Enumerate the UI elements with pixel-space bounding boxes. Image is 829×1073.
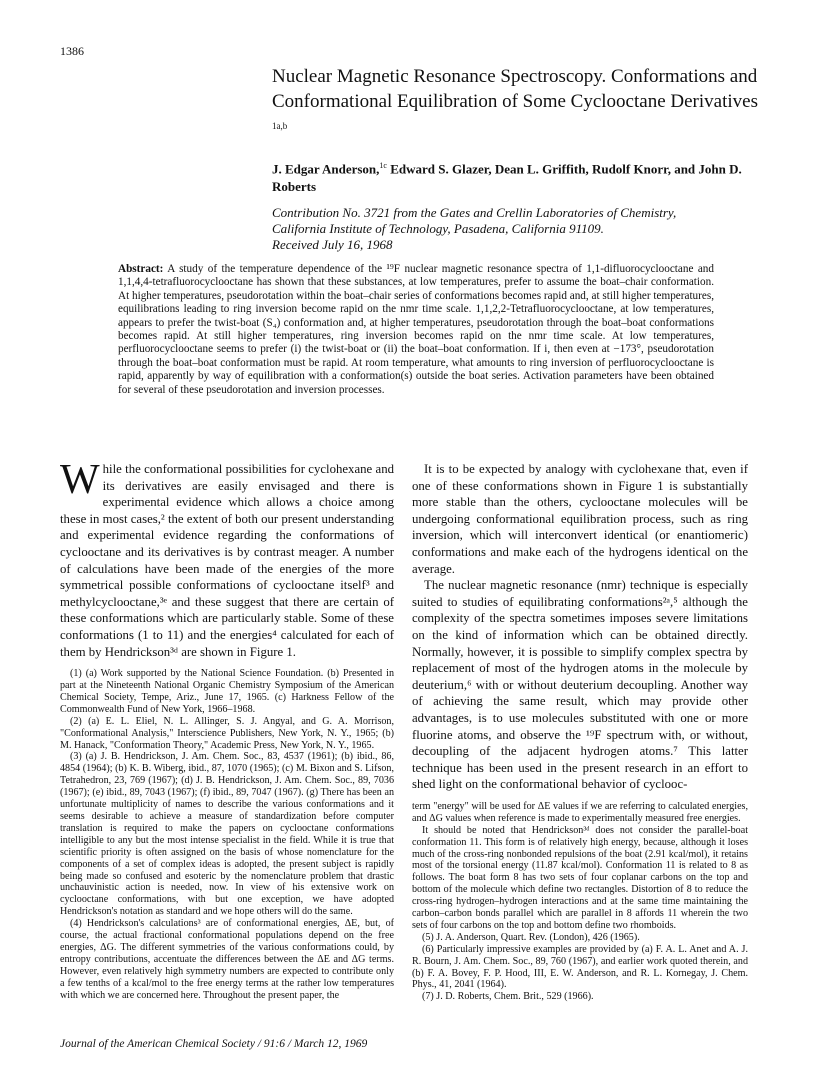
footnote: (5) J. A. Anderson, Quart. Rev. (London), 426 (1965). [422, 931, 640, 943]
left-body: While the conformational possibilities for cyclohexane and its derivatives are easily envisaged and there is experimental evidence which allows a choice among these in most cases,² the extent of both our present understanding and experimental evidence regarding the conformations of cyclooctane and its derivatives is by contrast meager. A number of calculations have been made of the energies of the more symmetrical possible conformations of cyclooctane itself³ and methylcyclooctane,³ᵉ and these suggest that there are certain of these conformations which are particularly stable. Some of these conformations (1 to 11) and the energies⁴ calculated for each of them by Hendrickson³ᵈ are shown in Figure 1. [60, 457, 394, 659]
footnotes-left [60, 668, 394, 1001]
right-column [412, 461, 748, 1003]
footnote-continuation: term "energy" will be used for ΔE values if we are referring to calculated energies, and ΔG values when reference is made to experimentally measured free energies. [412, 800, 748, 824]
journal-footer: Journal of the American Chemical Society / 91:6 / March 12, 1969 [60, 1038, 368, 1050]
affiliation: Contribution No. 3721 from the Gates and Crellin Laboratories of Chemistry, California Institute of Technology, Pasadena, California 91109. Received July 16, 1968 [272, 205, 772, 253]
received-date: Received July 16, 1968 [272, 236, 393, 252]
article-title: Nuclear Magnetic Resonance Spectroscopy. Conformations and Conformational Equilibration of Some Cyclooctane Derivatives $^{1a,b}$ [272, 66, 758, 131]
title-block [272, 64, 772, 253]
footnote: It should be noted that Hendrickson³ᵈ does not consider the parallel-boat conformation 11. This form is of relatively high energy, because, although it loses much of the cross-ring nonbonded repulsions of the boat (2.91 kcal/mol), it retains most of the torsional energy (11.87 kcal/mol). Conformation 11 is related to 8 as follows. The boat form 8 has two sets of four coplanar carbons on the top and bottom of the molecule which define two rectangles. Distortion of 8 to reduce the cross-ring hydrogen–hydrogen interactions and at the same time maintaining the carbon–carbon bonds parallel which are parallel in 8 affords 11 wherein the two sets of four carbons on the top and bottom define two rhomboids. [412, 824, 748, 931]
abstract-text: A study of the temperature dependence of the ¹⁹F nuclear magnetic resonance spectra of 1,1-difluorocyclooctane and 1,1,4,4-tetrafluorocyclooctane has shown that these substances, at low temperatures, prefer to assume the boat–chair conformation. At higher temperatures, pseudorotation within the boat–chair series of conformations becomes rapid and, at still higher temperatures, equilibrations leading to ring inversion become rapid on the nmr time scale. 1,1,2,2-Tetrafluorocyclooctane, at low temperatures, appears to prefer the twist-boat (S₄) conformation and, at higher temperatures, pseudorotation through the boat–boat conformations becomes rapid. At still higher temperatures, ring inversion becomes rapid on the nmr time scale. At low temperatures, perfluorocyclooctane seems to prefer (i) the twist-boat or (ii) the boat–boat conformation. If i, then even at −173°, pseudorotation through the boat–boat conformation must be rapid. At room temperature, what amounts to ring inversion of perfluorocyclooctane is rapid, apparently by way of equilibration with a conformation(s) outside the boat series. Activation parameters have been obtained for several of these pseudorotation and inversion processes. [118, 263, 714, 396]
left-column [60, 457, 394, 1002]
footnote: (2) (a) E. L. Eliel, N. L. Allinger, S. J. Angyal, and G. A. Morrison, "Conformational Analysis," Interscience Publishers, New York, N. Y., 1965; (b) M. Hanack, "Conformation Theory," Academic Press, New York, N. Y., 1965. [60, 715, 394, 751]
drop-cap: W [60, 457, 100, 503]
footnote: (4) Hendrickson's calculations³ are of conformational energies, ΔE, but, of course, the actual fractional conformational populations depend on the free energies, ΔG. The different symmetries of the various conformations could, by entropy contributions, accentuate the differences between the ΔE and ΔG terms. However, even relatively high symmetry numbers are expected to contribute only a few tenths of a kcal/mol to the free energy terms at the rather low temperatures with which we are concerned here. Throughout the present paper, the [60, 918, 394, 1001]
footnote: (6) Particularly impressive examples are provided by (a) F. A. L. Anet and A. J. R. Bourn, J. Am. Chem. Soc., 89, 760 (1967), and earlier work quoted therein, and (b) F. A. Bovey, F. P. Hood, III, E. W. Anderson, and R. L. Kornegay, J. Chem. Phys., 41, 2041 (1964). [412, 943, 748, 991]
right-body [412, 461, 748, 793]
footnote: (3) (a) J. B. Hendrickson, J. Am. Chem. Soc., 83, 4537 (1961); (b) ibid., 86, 4854 (1964); (b) K. B. Wiberg, ibid., 87, 1070 (1965); (c) M. Bixon and S. Lifson, Tetrahedron, 23, 769 (1967); (d) J. B. Hendrickson, J. Am. Chem. Soc., 89, 7036 (1967); (e) ibid., 89, 7043 (1967); (f) ibid., 89, 7047 (1967). (g) There has been an unfortunate multiplicity of names to describe the various conformations and it seems desirable to achieve a measure of standardization before computer translation is required to make the papers on cyclooctane conformations intelligible to any but the most intense specialist in the field. While it is true that scientific priority is often assigned on the basis of whose nomenclature for the components of a set of complex ideas is adopted, the present subject is rapidly being made so confused and esoteric by the nomenclature problem that drastic unchauvinistic action is needed, now. In view of his extensive work on cyclooctane conformations, with but one exception, we have adopted Hendrickson's notation as standard and we hope others will do the same. [60, 751, 394, 918]
footnote: (1) (a) Work supported by the National Science Foundation. (b) Presented in part at the Nineteenth National Organic Chemistry Symposium of the American Chemical Society, Tempe, Ariz., June 17, 1965. (c) Harkness Fellow of the Commonwealth Fund of New York, 1966–1968. [60, 668, 394, 715]
paragraph: The nuclear magnetic resonance (nmr) technique is especially suited to studies of equilibrating conformations²ᵃ,⁵ although the complexity of the spectra sometimes imposes severe limitations on the kind of information which can be obtained directly. Normally, however, it is possible to simplify complex spectra by replacement of most of the hydrogen atoms in the molecule by deuterium,⁶ with or without deuterium decoupling. Another way of achieving the same result, which may provide other advantages, is to use molecules substituted with one or more fluorine atoms, and observe the ¹⁹F spectrum with, or without, decoupling of the adjacent hydrogen atoms.⁷ This latter technique has been used in the present research in an effort to shed light on the conformational behavior of cyclooc- [412, 578, 748, 792]
footnotes-right [412, 801, 748, 1003]
paragraph: It is to be expected by analogy with cyclohexane that, even if one of these conformations shown in Figure 1 is substantially more stable than the others, cyclooctane molecules will be undergoing conformational equilibration process, such as ring inversion, which will interconvert identical (or enantiomeric) conformations and make each of the hydrogens identical on the average. [412, 462, 748, 576]
abstract [118, 263, 714, 397]
abstract-label: Abstract: [118, 263, 164, 275]
footnote: (7) J. D. Roberts, Chem. Brit., 529 (1966). [422, 991, 594, 1003]
author-list: J. Edgar Anderson,$^{1c}$ Edward S. Glazer, Dean L. Griffith, Rudolf Knorr, and John D. Roberts [272, 161, 742, 194]
title-footnote-marker: 1a,b [272, 121, 288, 131]
page-number: 1386 [60, 44, 84, 58]
